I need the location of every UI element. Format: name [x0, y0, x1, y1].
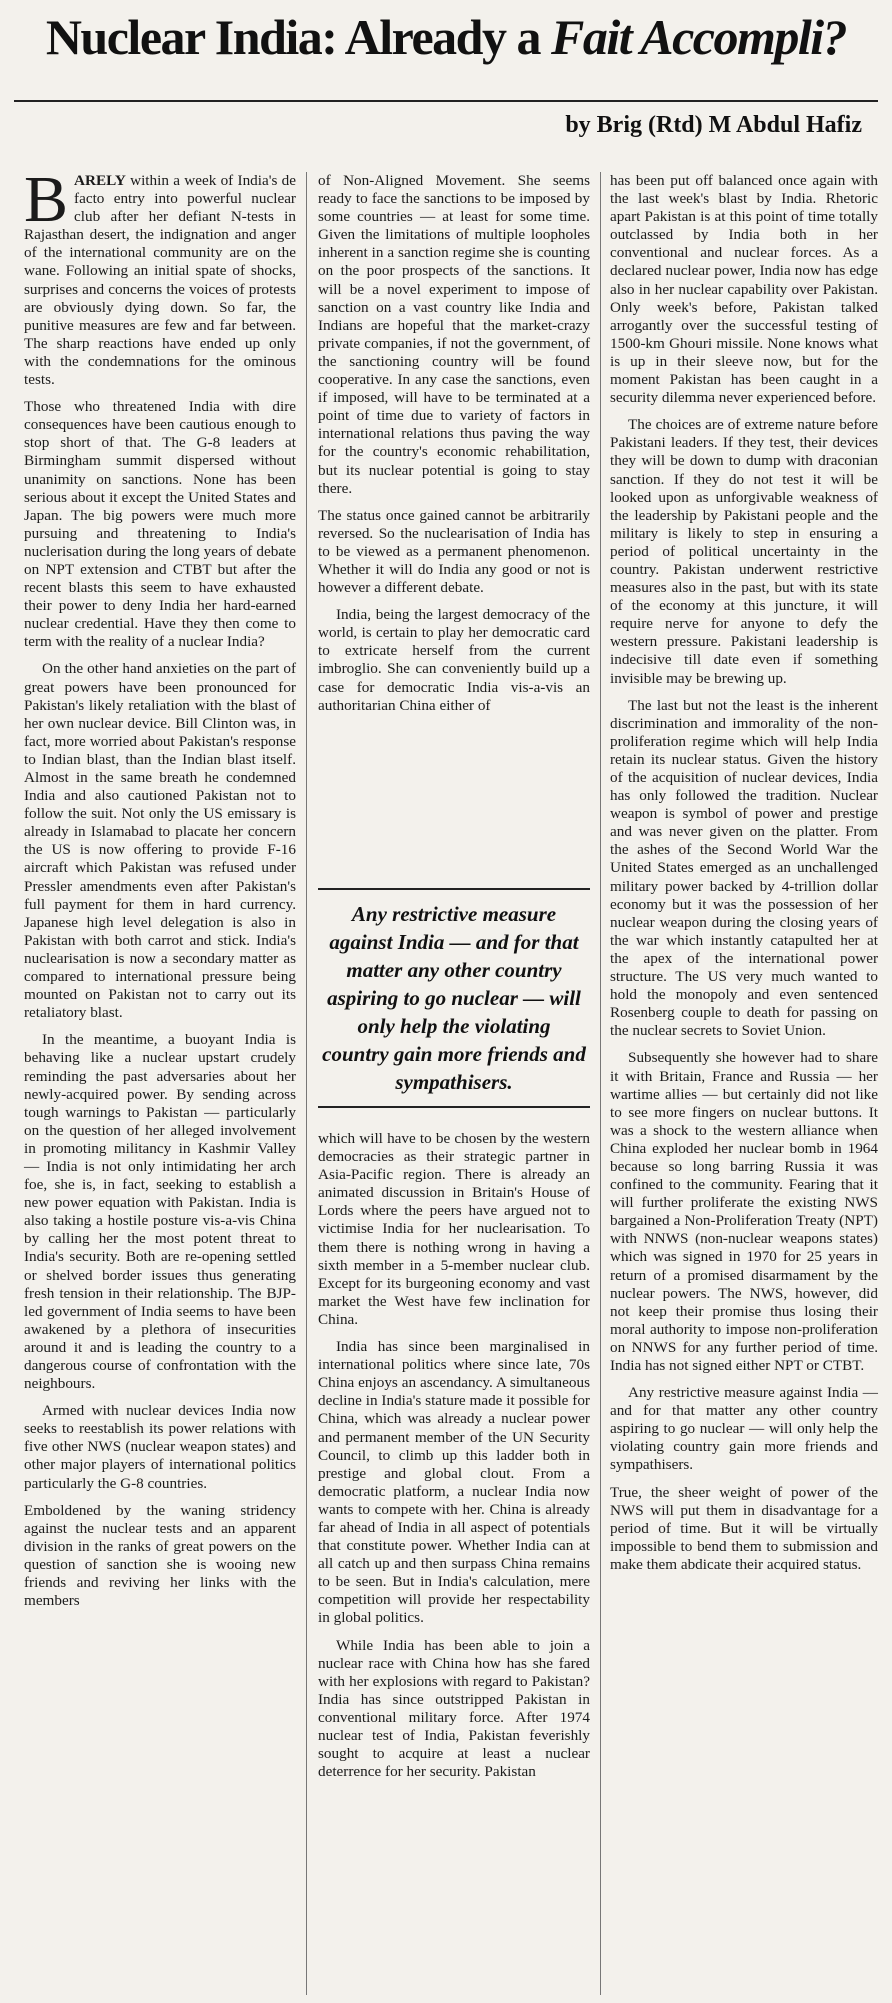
- column-3: [610, 172, 878, 1583]
- paragraph: True, the sheer weight of power of the NWS will put them in disadvantage for a period of time. But it will be virtually impossible to bend them to submission and make them abdicate their acquired status.: [610, 1483, 878, 1573]
- drop-cap: B: [24, 163, 69, 236]
- paragraph: which will have to be chosen by the western democracies as their strategic partner in Asia-Pacific region. There is already an animated discussion in Britain's House of Lords where the peers have argued not to victimise India for her nuclearisation. To them there is nothing wrong in having a sixth member in a 5-member nuclear club. Except for its burgeoning economy and vast market the West have few inclination for China.: [318, 1130, 590, 1328]
- paragraph: Armed with nuclear devices India now seeks to reestablish its power relations with five other NWS (nuclear weapon states) and other major players of international politics particularly the G-8 countries.: [24, 1402, 296, 1492]
- paragraph: On the other hand anxieties on the part of great powers have been pronounced for Pakistan's likely retaliation with the blast of her own nuclear device. Bill Clinton was, in fact, more worried about Pakistan's response to Indian blast, than the Indian blast itself. Almost in the same breath he condemned India and also cautioned Pakistan not to follow the suit. Not only the US emissary is already in Islamabad to placate her concern the US is now offering to provide F-16 aircraft which Pakistan was refused under Pressler amendments even after Pakistan's full payment for them in hard currency. Japanese high level delegation is also in Pakistan with both carrot and stick. India's nuclearisation is now a secondary matter as compared to international pressure being mounted on Pakistan not to carry out its retaliatory blast.: [24, 660, 296, 1022]
- paragraph: Subsequently she however had to share it with Britain, France and Russia — her wartime allies — but certainly did not like to see more fingers on nuclear buttons. It was a shock to the western alliance when China exploded her nuclear bomb in 1964 because so long barring Russia it was confined to the community. Fearing that it will further proliferate the existing NWS bargained a Non-Proliferation Treaty (NPT) with NNWS (non-nuclear weapons states) which was signed in 1970 for 25 years in return of a promised disarmament by the nuclear powers. The NWS, however, did not keep their promise thus losing their moral authority to impose non-proliferation on NNWS for any further period of time. India has not signed either NPT or CTBT.: [610, 1049, 878, 1374]
- paragraph: India, being the largest democracy of the world, is certain to play her democratic card to extricate herself from the current imbroglio. She can conveniently build up a case for democratic India vis-a-vis an authoritarian China either of: [318, 606, 590, 714]
- paragraph: Any restrictive measure against India — and for that matter any other country aspiring to go nuclear — will only help the violating country gain more friends and sympathisers.: [610, 1384, 878, 1474]
- paragraph: Those who threatened India with dire consequences have been cautious enough to stop short of that. The G-8 leaders at Birmingham summit dispersed without unanimity on sanctions. None has been serious about it except the United States and Japan. The big powers were much more pursuing and threatening to India's nuclerisation during the long years of debate on NPT extension and CTBT but after the recent blasts this seem to have exhausted their power to deny India her hard-earned nuclear credential. Have they then come to term with the reality of a nuclear India?: [24, 398, 296, 651]
- paragraph: of Non-Aligned Movement. She seems ready to face the sanctions to be imposed by some countries — at least for some time. Given the limitations of multiple loopholes inherent in a sanction regime she is counting on the poor prospects of the sanctions. It will be a novel experiment to impose of sanction on a vast country like India and Indians are hopeful that the market-crazy private companies, if not the government, of the sanctioning country will be found cooperative. In any case the sanctions, even if imposed, will have to be terminated at a point of time due to variety of factors in international relations thus paving the way for the country's economic rehabilitation, but its nuclear potential is going to stay there.: [318, 172, 590, 497]
- column-1: [24, 163, 296, 1619]
- column-2-upper: [318, 172, 590, 724]
- paragraph: has been put off balanced once again with the last week's blast by India. Rhetoric apart Pakistan is at this point of time totally outclassed by India both in her conventional and nuclear forces. As a declared nuclear power, India now has edge also in her nuclear capability over Pakistan. Only week's before, Pakistan talked arrogantly over the successful testing of 1500-km Ghouri missile. None knows what is up in their sleeve now, but for the moment Pakistan has been caught in a security dilemma never experienced before.: [610, 172, 878, 407]
- lead-paragraph: [24, 163, 296, 389]
- byline: by Brig (Rtd) M Abdul Hafiz: [565, 112, 862, 138]
- column-rule-1: [306, 172, 307, 1995]
- paragraph-text: within a week of India's de facto entry into powerful nuclear club after her defiant N-tests in Rajasthan desert, the indignation and anger of the international community are on the wane. Following an initial spate of shocks, surprises and concerns the voices of protests are obviously dying down. So far, the punitive measures are few and far between. The sharp reactions have ended up only with the condemnations for the ominous tests.: [24, 172, 296, 389]
- headline-main: Nuclear India: Already a: [45, 9, 551, 65]
- paragraph: India has since been marginalised in international politics where since late, 70s China enjoys an ascendancy. A simultaneous decline in India's stature made it possible for China, which was already a nuclear power and permanent member of the UN Security Council, to climb up this ladder both in prestige and global clout. From a democratic platform, a nuclear India now wants to compete with her. China is already far ahead of India in all aspect of potentials that constitute power. Whether India can at all catch up and then surpass China remains to be seen. But in India's calculation, mere competition will provide her respectability in global politics.: [318, 1338, 590, 1627]
- headline: [0, 10, 892, 65]
- paragraph: Emboldened by the waning stridency against the nuclear tests and an apparent division in the ranks of great powers on the question of sanction she is wooing new friends and reviving her links with the members: [24, 1501, 296, 1610]
- column-rule-2: [600, 172, 601, 1995]
- paragraph: The status once gained cannot be arbitrarily reversed. So the nuclearisation of India has to be viewed as a permanent phenomenon. Whether it will do India any good or not is however a different debate.: [318, 506, 590, 597]
- column-2-lower: [318, 1130, 590, 1790]
- paragraph: The last but not the least is the inherent discrimination and immorality of the non-proliferation regime which will help India retain its nuclear status. Given the history of the acquisition of nuclear devices, India has only followed the tradition. Nuclear weapon is symbol of power and prestige and was never given on the platter. From the ashes of the Second World War the United States emerged as an unchallenged military power backed by 4-trillion dollar economy but it was the possession of her nuclear weapon during the closing years of the war which instantly catapulted her at the apex of the international power structure. The US very much wanted to hold the monopoly and even sentenced Rosenberg couple to death for passing on the nuclear secrets to Soviet Union.: [610, 696, 878, 1040]
- paragraph: In the meantime, a buoyant India is behaving like a nuclear upstart crudely reminding the past adversaries about her newly-acquired power. By sending across tough warnings to Pakistan — particularly on the question of her alleged involvement in promoting militancy in Kashmir Valley — India is not only intimidating her arch foe, she is, in fact, seeking to establish a new power equation with Pakistan. India is also taking a hostile posture vis-a-vis China by calling her the most potent threat to India's security. Both are re-opening settled or shelved border issues thus generating fresh tension in their relationship. The BJP-led government of India seems to have been awakened by a plethora of insecurities around it and is leading the country to a dangerous course of confrontation with the neighbours.: [24, 1031, 296, 1393]
- headline-rule: [14, 100, 878, 102]
- paragraph: While India has been able to join a nuclear race with China how has she fared with her explosions with regard to Pakistan? India has since outstripped Pakistan in conventional military force. After 1974 nuclear test of India, Pakistan feverishly sought to acquire at least a nuclear deterrence for her security. Pakistan: [318, 1636, 590, 1781]
- lead-word: ARELY: [74, 172, 126, 189]
- paragraph: The choices are of extreme nature before Pakistani leaders. If they test, their devices they will be down to dump with draconian sanction. If they do not test it will be looked upon as unforgivable weakness of the leadership by Pakistani people and the military is likely to step in ensuring a period of political uncertainty in the country. Pakistan underwent restrictive measures also in the past, but with its state of the economy at this juncture, it will require nerve for anyone to defy the western pressure. Pakistani leadership is indecisive till date even if something invisible may be brewing up.: [610, 416, 878, 687]
- headline-italic: Fait Accompli?: [550, 9, 847, 65]
- pull-quote: Any restrictive measure against India — and for that matter any other country aspiring to go nuclear — will only help the violating country gain more friends and sympathisers.: [318, 888, 590, 1108]
